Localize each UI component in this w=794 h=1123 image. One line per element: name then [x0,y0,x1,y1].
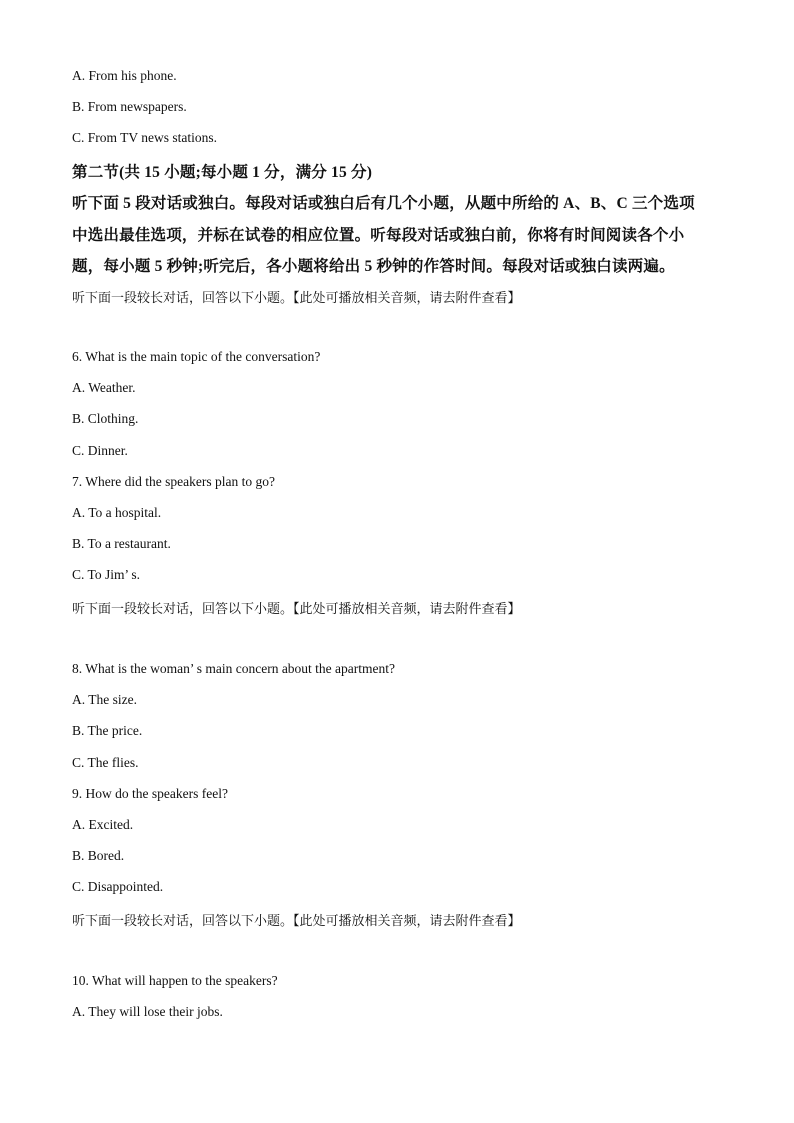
option-line: A. Weather. [72,380,136,395]
option-line: A. They will lose their jobs. [72,1004,223,1019]
question-line: 9. How do the speakers feel? [72,786,228,801]
option-line: A. The size. [72,692,137,707]
option-line: C. Dinner. [72,443,128,458]
option-line: C. From TV news stations. [72,130,218,145]
option-line: A. Excited. [72,817,134,832]
option-line: A. To a hospital. [72,505,162,520]
option-line: C. The flies. [72,755,139,770]
option-line: C. Disappointed. [72,879,164,894]
option-line: B. The price. [72,723,143,738]
section-heading: 第二节(共 15 小题;每小题 1 分，满分 15 分) [72,164,373,181]
question-line: 8. What is the woman’ s main concern about the apartment? [72,661,396,676]
audio-note: 听下面一段较长对话，回答以下小题。【此处可播放相关音频，请去附件查看】 [72,602,521,617]
option-line: B. From newspapers. [72,99,187,114]
option-line: B. Bored. [72,848,125,863]
question-line: 7. Where did the speakers plan to go? [72,474,275,489]
instruction-line: 听下面 5 段对话或独白。每段对话或独白后有几个小题，从题中所给的 A、B、C 三个选项 [72,195,695,212]
instruction-line: 中选出最佳选项，并标在试卷的相应位置。听每段对话或独白前，你将有时间阅读各个小 [72,227,685,244]
option-line: B. To a restaurant. [72,536,171,551]
audio-note: 听下面一段较长对话，回答以下小题。【此处可播放相关音频，请去附件查看】 [72,914,521,929]
instruction-line: 题，每小题 5 秒钟;听完后，各小题将给出 5 秒钟的作答时间。每段对话或独白读两遍。 [72,258,675,275]
question-line: 6. What is the main topic of the conversation? [72,349,321,364]
option-line: A. From his phone. [72,68,177,83]
audio-note: 听下面一段较长对话，回答以下小题。【此处可播放相关音频，请去附件查看】 [72,291,521,306]
question-line: 10. What will happen to the speakers? [72,973,278,988]
option-line: B. Clothing. [72,411,139,426]
option-line: C. To Jim’ s. [72,567,140,582]
